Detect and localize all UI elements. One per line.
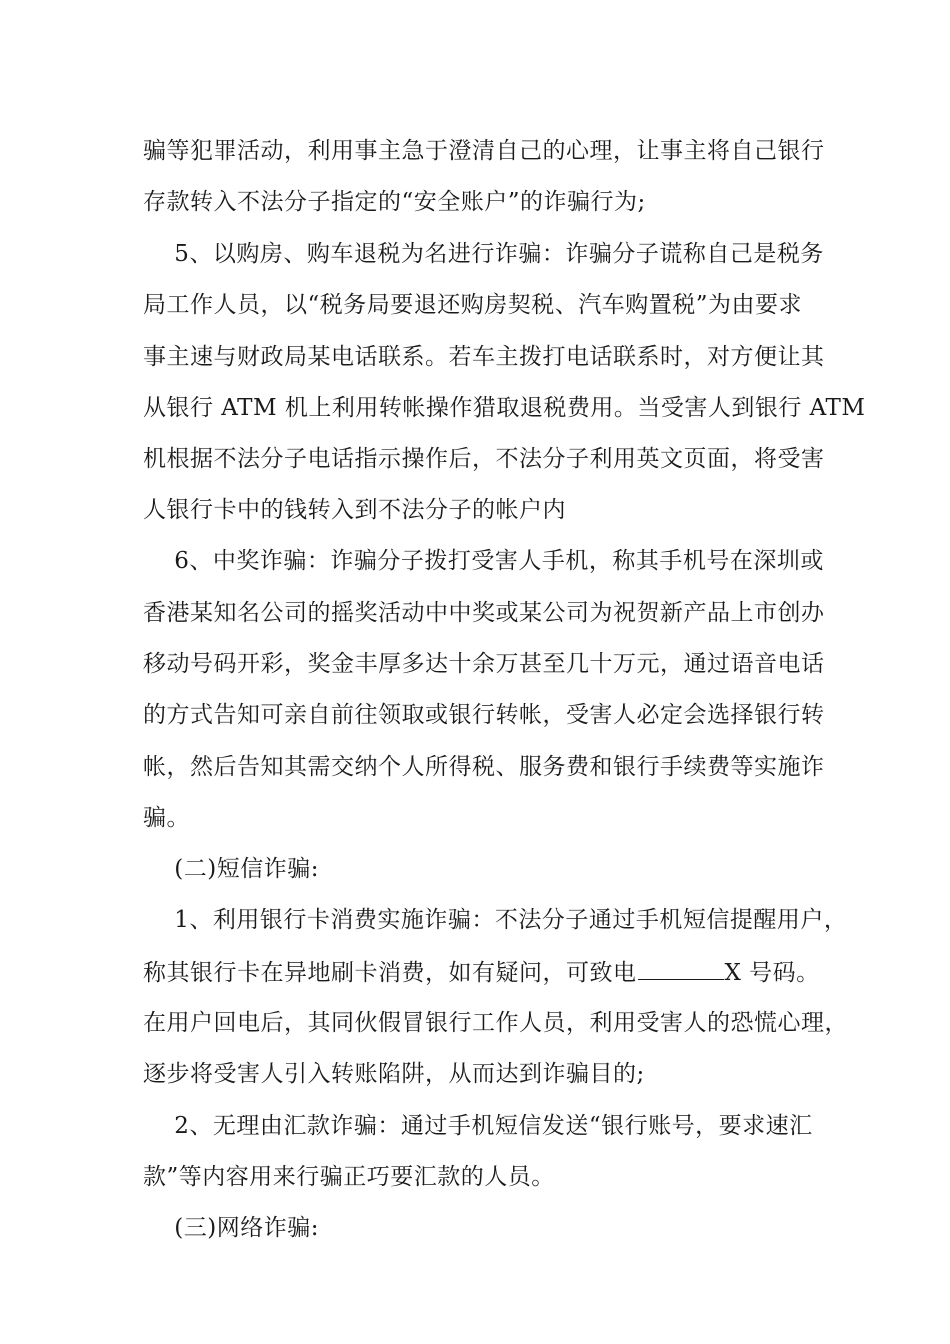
section-heading: (三)网络诈骗: bbox=[143, 1215, 319, 1241]
text-line: 款”等内容用来行骗正巧要汇款的人员。 bbox=[143, 1164, 555, 1190]
text-line: 5、以购房、购车退税为名进行诈骗：诈骗分子谎称自己是税务 bbox=[143, 241, 824, 267]
text-line: 骗等犯罪活动，利用事主急于澄清自己的心理，让事主将自己银行 bbox=[143, 138, 825, 164]
section-heading: (二)短信诈骗: bbox=[143, 856, 319, 882]
text-line-with-blank bbox=[143, 957, 820, 987]
text-line: 存款转入不法分子指定的“安全账户”的诈骗行为; bbox=[143, 189, 646, 215]
text-line: 事主速与财政局某电话联系。若车主拨打电话联系时，对方便让其 bbox=[143, 344, 825, 370]
text-line: 机根据不法分子电话指示操作后，不法分子利用英文页面，将受害 bbox=[143, 446, 825, 472]
text-line: 的方式告知可亲自前往领取或银行转帐，受害人必定会选择银行转 bbox=[143, 702, 825, 728]
text-line: 1、利用银行卡消费实施诈骗：不法分子通过手机短信提醒用户， bbox=[143, 907, 848, 933]
text-line: 从银行 ATM 机上利用转帐操作猎取退税费用。当受害人到银行 ATM bbox=[143, 395, 866, 421]
text-line: 6、中奖诈骗：诈骗分子拨打受害人手机，称其手机号在深圳或 bbox=[143, 548, 824, 574]
text-line: 2、无理由汇款诈骗：通过手机短信发送“银行账号，要求速汇 bbox=[143, 1113, 813, 1139]
fill-in-blank bbox=[638, 957, 724, 980]
text-line: 逐步将受害人引入转账陷阱，从而达到诈骗目的; bbox=[143, 1061, 645, 1087]
text-segment: X 号码。 bbox=[724, 960, 820, 986]
text-segment: 称其银行卡在异地刷卡消费，如有疑问，可致电 bbox=[143, 960, 637, 986]
text-line: 移动号码开彩，奖金丰厚多达十余万甚至几十万元，通过语音电话 bbox=[143, 651, 825, 677]
text-line: 在用户回电后，其同伙假冒银行工作人员，利用受害人的恐慌心理， bbox=[143, 1010, 848, 1036]
text-line: 帐，然后告知其需交纳个人所得税、服务费和银行手续费等实施诈 bbox=[143, 754, 825, 780]
text-line: 骗。 bbox=[143, 805, 190, 831]
text-line: 局工作人员，以“税务局要退还购房契税、汽车购置税”为由要求 bbox=[143, 292, 803, 318]
text-line: 香港某知名公司的摇奖活动中中奖或某公司为祝贺新产品上市创办 bbox=[143, 600, 825, 626]
text-line: 人银行卡中的钱转入到不法分子的帐户内 bbox=[143, 497, 566, 523]
